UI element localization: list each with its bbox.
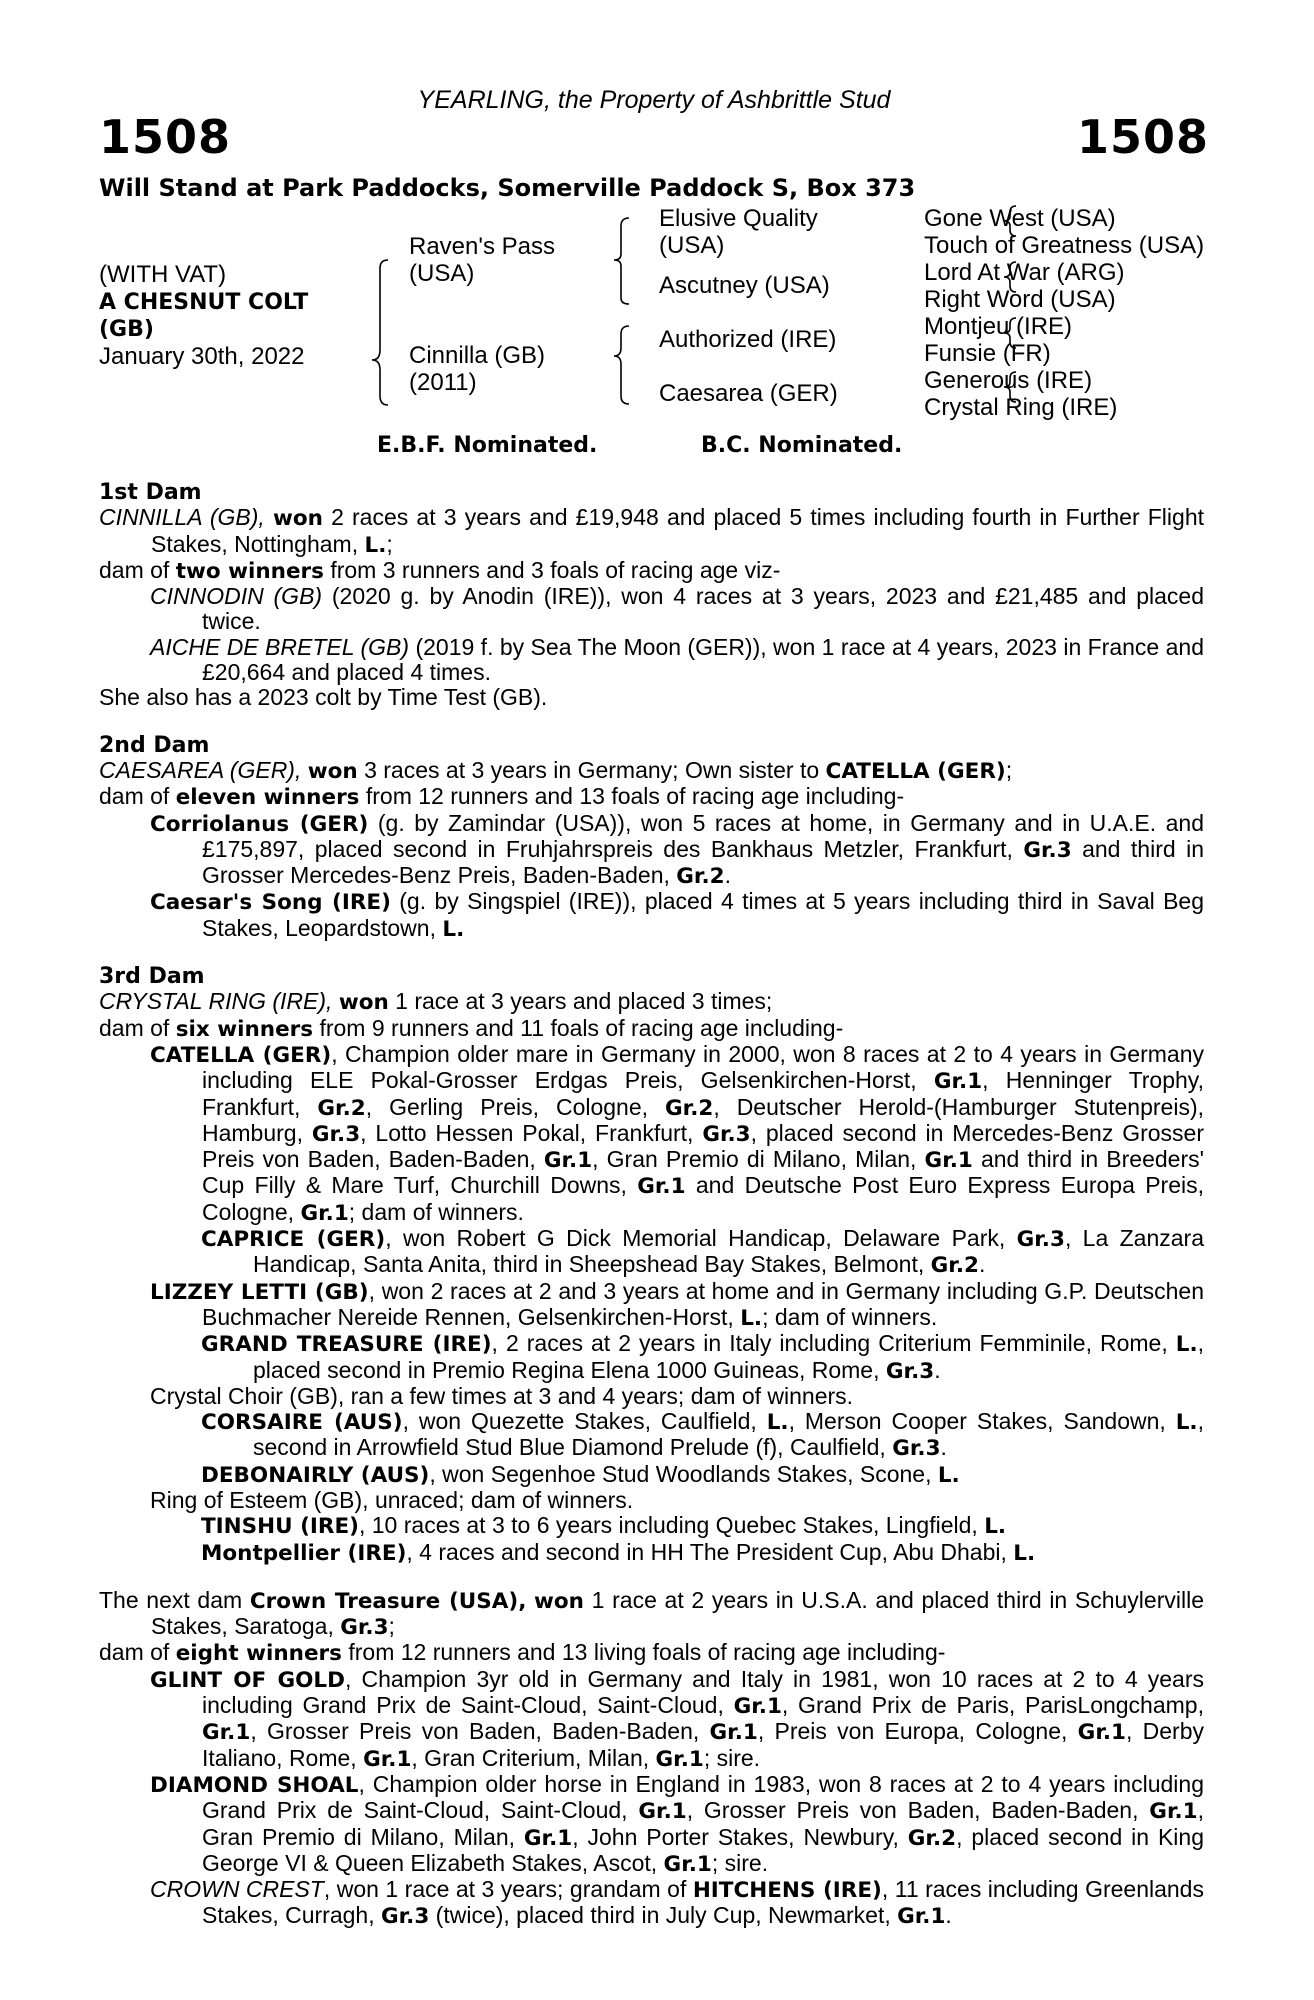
ggdam-3: Funsie (FR) bbox=[924, 340, 1051, 367]
stand-location: Will Stand at Park Paddocks, Somerville Paddock S, Box 373 bbox=[99, 174, 916, 202]
next-dam-produce-summary: dam of eight winners from 12 runners and 13 living foals of racing age including- bbox=[99, 1639, 946, 1667]
produce-entry: Montpellier (IRE), 4 races and second in HH The President Cup, Abu Dhabi, L. bbox=[201, 1538, 1036, 1566]
subject-name: A CHESNUT COLT bbox=[99, 290, 309, 315]
produce-entry: AICHE DE BRETEL (GB) (2019 f. by Sea The Moon (GER)), won 1 race at 4 years, 2023 in France and £20,664 and placed 4 times. bbox=[150, 633, 1204, 686]
ggdam-4: Crystal Ring (IRE) bbox=[924, 394, 1118, 421]
bc-nomination: B.C. Nominated. bbox=[701, 433, 903, 458]
catalogue-page bbox=[99, 0, 1209, 2000]
lot-number-left: 1508 bbox=[99, 110, 232, 164]
sire-name: Raven's Pass bbox=[409, 233, 555, 260]
lot-number-right: 1508 bbox=[1076, 110, 1209, 164]
dam-year: (2011) bbox=[409, 369, 477, 396]
sire-sire-country: (USA) bbox=[659, 232, 725, 259]
consignor-subtitle: YEARLING, the Property of Ashbrittle Stud bbox=[417, 86, 891, 114]
produce-entry: CATELLA (GER), Champion older mare in Germany in 2000, won 8 races at 2 to 4 years in Germany including ELE Pokal-Grosser Erdgas Preis, Gelsenkirchen-Horst, Gr.1, Henninger Trophy, Frankfurt, Gr.2, Gerling Preis, Cologne, Gr.2, Deutscher Herold-(Hamburger Stutenpreis), Hamburg, Gr.3, Lotto Hessen Pokal, Frankfurt, Gr.3, placed second in Mercedes-Benz Grosser Preis von Baden, Baden-Baden, Gr.1, Gran Premio di Milano, Milan, Gr.1 and third in Breeders' Cup Filly & Mare Turf, Churchill Downs, Gr.1 and Deutsche Post Euro Express Europa Preis, Cologne, Gr.1; dam of winners. bbox=[150, 1040, 1204, 1226]
won-label: won bbox=[272, 506, 323, 532]
produce-entry: Corriolanus (GER) (g. by Zamindar (USA)), won 5 races at home, in Germany and in U.A.E. and £175,897, placed second in Fruhjahrspreis des Bankhaus Metzler, Frankfurt, Gr.3 and third in Grosser Mercedes-Benz Preis, Baden-Baden, Gr.2. bbox=[150, 809, 1204, 890]
ebf-nomination: E.B.F. Nominated. bbox=[377, 433, 598, 458]
second-dam-record: CAESAREA (GER), won 3 races at 3 years in Germany; Own sister to CATELLA (GER); bbox=[99, 756, 1013, 784]
sire-sire-name: Elusive Quality bbox=[659, 205, 818, 232]
produce-entry: TINSHU (IRE), 10 races at 3 to 6 years including Quebec Stakes, Lingfield, L. bbox=[201, 1512, 1007, 1540]
pedigree-notes bbox=[99, 480, 1204, 1930]
produce-entry: CROWN CREST, won 1 race at 3 years; grandam of HITCHENS (IRE), 11 races including Greenlands Stakes, Curragh, Gr.3 (twice), placed third in July Cup, Newmarket, Gr.1. bbox=[150, 1876, 1204, 1930]
subject-country: (GB) bbox=[99, 317, 154, 342]
produce-entry: DEBONAIRLY (AUS), won Segenhoe Stud Woodlands Stakes, Scone, L. bbox=[201, 1460, 960, 1488]
produce-entry: CORSAIRE (AUS), won Quezette Stakes, Caulfield, L., Merson Cooper Stakes, Sandown, L., second in Arrowfield Stud Blue Diamond Prelude (f), Caulfield, Gr.3. bbox=[201, 1408, 1204, 1462]
second-dam-produce-summary: dam of eleven winners from 12 runners and 13 foals of racing age including- bbox=[99, 783, 905, 811]
ggsire-2: Lord At War (ARG) bbox=[924, 259, 1125, 286]
pedigree-table bbox=[99, 200, 1219, 430]
produce-entry: Crystal Choir (GB), ran a few times at 3 and 4 years; dam of winners. bbox=[150, 1382, 854, 1409]
sire-country: (USA) bbox=[409, 260, 475, 287]
vat-label: (WITH VAT) bbox=[99, 261, 227, 288]
second-dam-heading: 2nd Dam bbox=[99, 732, 210, 758]
ggsire-3: Montjeu (IRE) bbox=[924, 313, 1073, 340]
produce-entry: GRAND TREASURE (IRE), 2 races at 2 years in Italy including Criterium Femminile, Rome, L., placed second in Premio Regina Elena 1000 Guineas, Rome, Gr.3. bbox=[201, 1330, 1205, 1384]
first-dam-note: She also has a 2023 colt by Time Test (GB). bbox=[99, 684, 548, 711]
produce-entry: CINNODIN (GB) (2020 g. by Anodin (IRE)), won 4 races at 3 years, 2023 and £21,485 and placed twice. bbox=[150, 583, 1204, 635]
third-dam-produce-summary: dam of six winners from 9 runners and 11 foals of racing age including- bbox=[99, 1014, 844, 1042]
ggdam-2: Right Word (USA) bbox=[924, 286, 1116, 313]
dam-name: Cinnilla (GB) bbox=[409, 342, 546, 369]
ggdam-1: Touch of Greatness (USA) bbox=[924, 232, 1205, 259]
produce-entry: GLINT OF GOLD, Champion 3yr old in Germany and Italy in 1981, won 10 races at 2 to 4 years including Grand Prix de Saint-Cloud, Saint-Cloud, Gr.1, Grand Prix de Paris, ParisLongchamp, Gr.1, Grosser Preis von Baden, Baden-Baden, Gr.1, Preis von Europa, Cologne, Gr.1, Derby Italiano, Rome, Gr.1, Gran Criterium, Milan, Gr.1; sire. bbox=[150, 1665, 1204, 1772]
produce-entry: LIZZEY LETTI (GB), won 2 races at 2 and 3 years at home and in Germany including G.P. Deutschen Buchmacher Nereide Rennen, Gelsenkirchen-Horst, L.; dam of winners. bbox=[150, 1277, 1204, 1331]
dam-dam-name: Caesarea (GER) bbox=[659, 380, 838, 407]
produce-entry: Ring of Esteem (GB), unraced; dam of winners. bbox=[150, 1486, 634, 1513]
third-dam-heading: 3rd Dam bbox=[99, 964, 205, 990]
ggsire-1: Gone West (USA) bbox=[924, 205, 1116, 232]
ggsire-4: Generous (IRE) bbox=[924, 367, 1093, 394]
foaling-date: January 30th, 2022 bbox=[99, 343, 305, 370]
sire-dam-name: Ascutney (USA) bbox=[659, 272, 830, 299]
dam-sire-name: Authorized (IRE) bbox=[659, 326, 837, 353]
dam-name: CINNILLA (GB), bbox=[99, 504, 265, 531]
next-dam-record: The next dam Crown Treasure (USA), won 1 race at 2 years in U.S.A. and placed third in Schuylerville Stakes, Saratoga, Gr.3; bbox=[99, 1586, 1204, 1641]
first-dam-record: CINNILLA (GB), won 2 races at 3 years and £19,948 and placed 5 times including fourth in Further Flight Stakes, Nottingham, L.; bbox=[99, 504, 1205, 558]
produce-entry: DIAMOND SHOAL, Champion older horse in England in 1983, won 8 races at 2 to 4 years including Grand Prix de Saint-Cloud, Saint-Cloud, Gr.1, Grosser Preis von Baden, Baden-Baden, Gr.1, Gran Premio di Milano, Milan, Gr.1, John Porter Stakes, Newbury, Gr.2, placed second in King George VI & Queen Elizabeth Stakes, Ascot, Gr.1; sire. bbox=[150, 1770, 1204, 1877]
produce-entry: CAPRICE (GER), won Robert G Dick Memorial Handicap, Delaware Park, Gr.3, La Zanzara Handicap, Santa Anita, third in Sheepshead Bay Stakes, Belmont, Gr.2. bbox=[201, 1225, 1204, 1279]
first-dam-heading: 1st Dam bbox=[99, 480, 202, 505]
first-dam-produce-summary: dam of two winners from 3 runners and 3 foals of racing age viz- bbox=[99, 556, 781, 584]
produce-entry: Caesar's Song (IRE) (g. by Singspiel (IRE)), placed 4 times at 5 years including third in Saval Beg Stakes, Leopardstown, L. bbox=[150, 888, 1204, 942]
third-dam-record: CRYSTAL RING (IRE), won 1 race at 3 years and placed 3 times; bbox=[99, 988, 773, 1016]
